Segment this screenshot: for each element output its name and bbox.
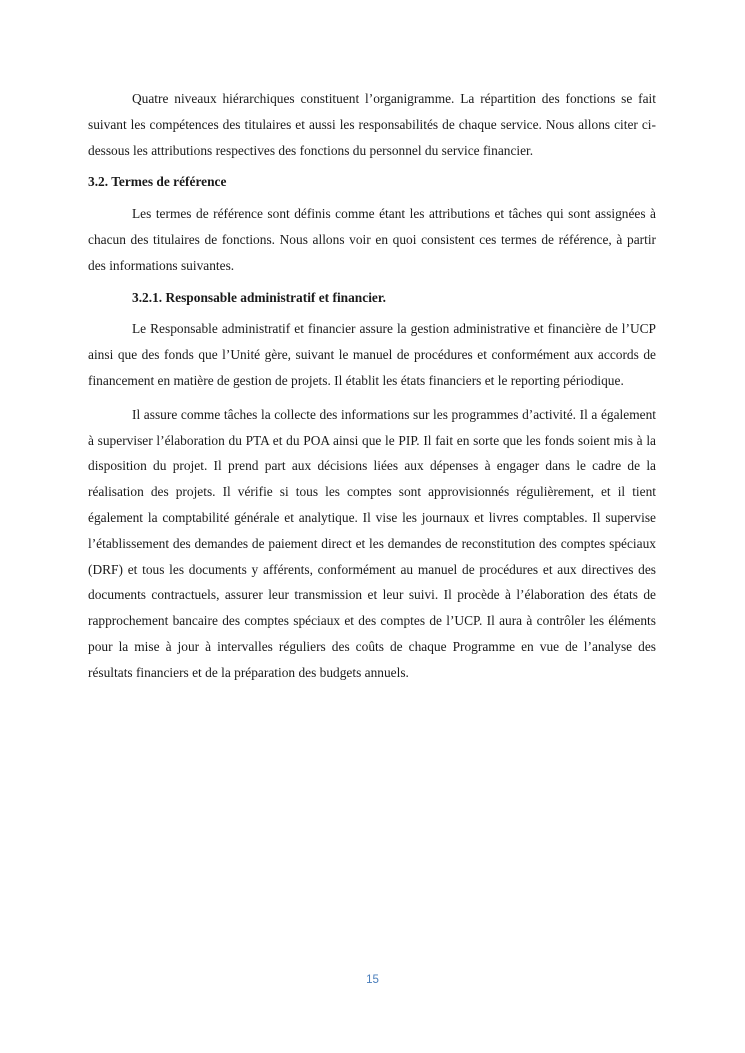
termes-paragraph: Les termes de référence sont définis comme étant les attributions et tâches qui sont assignées à chacun des titulaires de fonctions. Nous allons voir en quoi consistent ces termes de référence, à partir des informations suivantes. [88, 206, 656, 273]
document-body [88, 86, 656, 686]
section-heading-3-2: 3.2. Termes de référence [88, 174, 227, 190]
responsable-paragraph-1: Le Responsable administratif et financier assure la gestion administrative et financière de l’UCP ainsi que des fonds que l’Unité gère, suivant le manuel de procédures et conformément aux accords de financement en matière de gestion de projets. Il établit les états financiers et le reporting périodique. [88, 321, 656, 388]
intro-paragraph: Quatre niveaux hiérarchiques constituent l’organigramme. La répartition des fonctions se fait suivant les compétences des titulaires et aussi les responsabilités de chaque service. Nous allons citer ci-dessous les attributions respectives des fonctions du personnel du service financier. [88, 91, 656, 158]
responsable-paragraph-2: Il assure comme tâches la collecte des informations sur les programmes d’activité. Il a également à superviser l’élaboration du PTA et du POA ainsi que le PIP. Il fait en sorte que les fonds soient mis à la disposition du projet. Il prend part aux décisions liées aux dépenses à engager dans le cadre de la réalisation des projets. Il vérifie si tous les comptes sont approvisionnés régulièrement, et il tient également la comptabilité générale et analytique. Il vise les journaux et livres comptables. Il supervise l’établissement des demandes de paiement direct et les demandes de reconstitution des comptes spéciaux (DRF) et tous les documents y afférents, conformément au manuel de procédures et aux directives des documents contractuels, assurer leur transmission et leur suivi. Il procède à l’élaboration des états de rapprochement bancaire des comptes spéciaux et des comptes de l’UCP. Il aura à contrôler les éléments pour la mise à jour à intervalles réguliers des coûts de chaque Programme en vue de l’analyse des résultats financiers et de la préparation des budgets annuels. [88, 406, 656, 680]
page-number: 15 [366, 974, 379, 986]
section-heading-3-2-1: 3.2.1. Responsable administratif et financier. [132, 289, 386, 305]
